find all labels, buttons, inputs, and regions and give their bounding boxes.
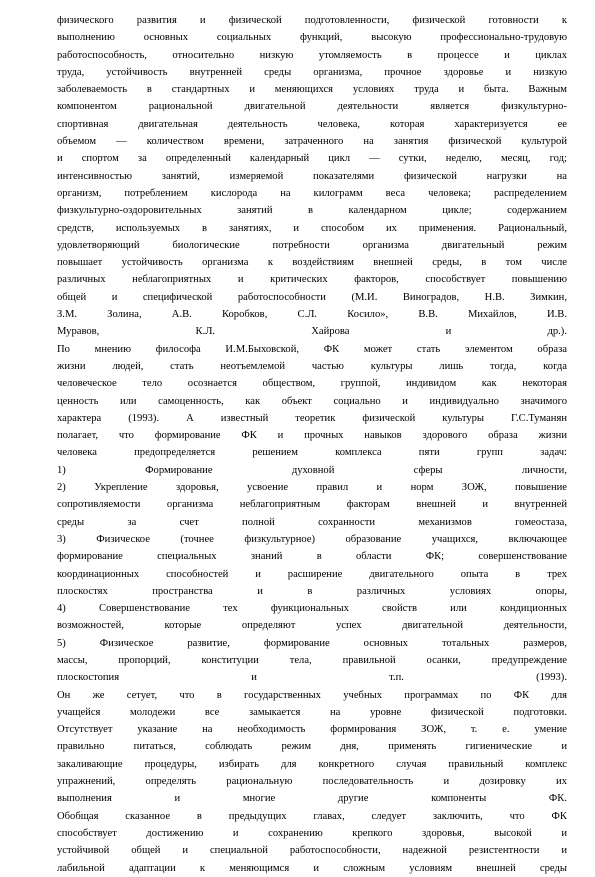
text-line: плоскостопия и т.п. (1993). bbox=[57, 672, 567, 684]
text-line: работоспособность, относительно низкую утомляемость в процессе и циклах bbox=[57, 49, 567, 61]
text-line: труда, устойчивость внутренней среды организма, прочное здоровье и низкую bbox=[57, 66, 567, 78]
text-line: 1) Формирование духовной сферы личности, bbox=[57, 464, 567, 476]
text-line: закаливающие процедуры, избирать для конкретного случая правильный комплекс bbox=[57, 758, 567, 770]
text-line: З.М. Золина, А.В. Коробков, С.Л. Косило», В.В. Михайлов, И.В. bbox=[57, 309, 567, 321]
text-line: выполнения и многие другие компоненты ФК. bbox=[57, 793, 567, 805]
text-line: спортивная двигательная деятельность человека, которая характеризуется ее bbox=[57, 118, 567, 130]
text-line: полагает, что формирование ФК и прочных навыков здорового образа жизни bbox=[57, 430, 567, 442]
text-line: лабильной адаптации к меняющимся и сложным условиям внешней среды bbox=[57, 862, 567, 874]
text-line: жизни людей, стать неотъемлемой частью культуры лишь тогда, когда bbox=[57, 360, 567, 372]
text-line: устойчивой общей и специальной работоспособности, надежной резистентности и bbox=[57, 845, 567, 857]
text-line: правильно питаться, соблюдать режим дня, применять гигиенические и bbox=[57, 741, 567, 753]
text-line: выполнению основных социальных функций, высокую профессионально-трудовую bbox=[57, 32, 567, 44]
document-body bbox=[57, 12, 567, 877]
text-line: Он же сетует, что в государственных учебных программах по ФК для bbox=[57, 689, 567, 701]
text-line: среды за счет полной сохранности механизмов гомеостаза, bbox=[57, 516, 567, 528]
text-line: 5) Физическое развитие, формирование основных тотальных размеров, bbox=[57, 637, 567, 649]
text-line: массы, пропорций, конституции тела, правильной осанки, предупреждение bbox=[57, 654, 567, 666]
text-line: 3) Физическое (точнее физкультурное) образование учащихся, включающее bbox=[57, 533, 567, 545]
text-line: ценность или самоценность, как объект социально и индивидуально значимого bbox=[57, 395, 567, 407]
text-line: организм, потреблением кислорода на килограмм веса человека; распределением bbox=[57, 187, 567, 199]
text-line: человеческое тело осознается обществом, группой, индивидом как некоторая bbox=[57, 378, 567, 390]
text-line: удовлетворяющий биологические потребности организма двигательный режим bbox=[57, 239, 567, 251]
text-line: По мнению философа И.М.Быховской, ФК может стать элементом образа bbox=[57, 343, 567, 355]
text-line: и спортом за определенный календарный цикл — сутки, неделю, месяц, год; bbox=[57, 153, 567, 165]
text-line: Муравов, К.Л. Хайрова и др.). bbox=[57, 326, 567, 338]
text-line: плоскостях пространства и в различных условиях опоры, bbox=[57, 585, 567, 597]
text-line: способствует достижению и сохранению крепкого здоровья, высокой и bbox=[57, 827, 567, 839]
text-line: средств, используемых в занятиях, и способом их применения. Рациональный, bbox=[57, 222, 567, 234]
text-line: различных неблагоприятных и критических факторов, способствует повышению bbox=[57, 274, 567, 286]
text-line: физкультурно-оздоровительных занятий в календарном цикле; содержанием bbox=[57, 205, 567, 217]
text-line: заболеваемость в стандартных и меняющихся условиях труда и быта. Важным bbox=[57, 84, 567, 96]
text-line: 2) Укрепление здоровья, усвоение правил и норм ЗОЖ, повышение bbox=[57, 482, 567, 494]
text-line: Обобщая сказанное в предыдущих главах, следует заключить, что ФК bbox=[57, 810, 567, 822]
text-line: общей и специфической работоспособности (М.И. Виноградов, Н.В. Зимкин, bbox=[57, 291, 567, 303]
text-line: объемом — количеством времени, затраченного на занятия физической культурой bbox=[57, 136, 567, 148]
text-line: физического развития и физической подготовленности, физической готовности к bbox=[57, 15, 567, 26]
text-line: 4) Совершенствование тех функциональных свойств или кондиционных bbox=[57, 603, 567, 615]
text-line: учащейся молодежи все замыкается на уровне физической подготовки. bbox=[57, 706, 567, 718]
text-line: человека предопределяется решением комплекса пяти групп задач: bbox=[57, 447, 567, 459]
text-line: формирование специальных знаний в области ФК; совершенствование bbox=[57, 551, 567, 563]
text-line: возможностей, которые определяют успех двигательной деятельности, bbox=[57, 620, 567, 632]
text-line: сопротивляемости организма неблагоприятным факторам внешней и внутренней bbox=[57, 499, 567, 511]
text-line: характера (1993). А известный теоретик физической культуры Г.С.Туманян bbox=[57, 412, 567, 424]
text-line: повышает устойчивость организма к воздействиям внешней среды, в том числе bbox=[57, 257, 567, 269]
text-line: Отсутствует указание на необходимость формирования ЗОЖ, т. е. умение bbox=[57, 724, 567, 736]
text-line: координационных способностей и расширение двигательного опыта в трех bbox=[57, 568, 567, 580]
text-line: интенсивностью занятий, измеряемой показателями физической нагрузки на bbox=[57, 170, 567, 182]
text-line: компонентом рациональной двигательной деятельности является физкультурно- bbox=[57, 101, 567, 113]
text-line: упражнений, определять рациональную последовательность и дозировку их bbox=[57, 776, 567, 788]
